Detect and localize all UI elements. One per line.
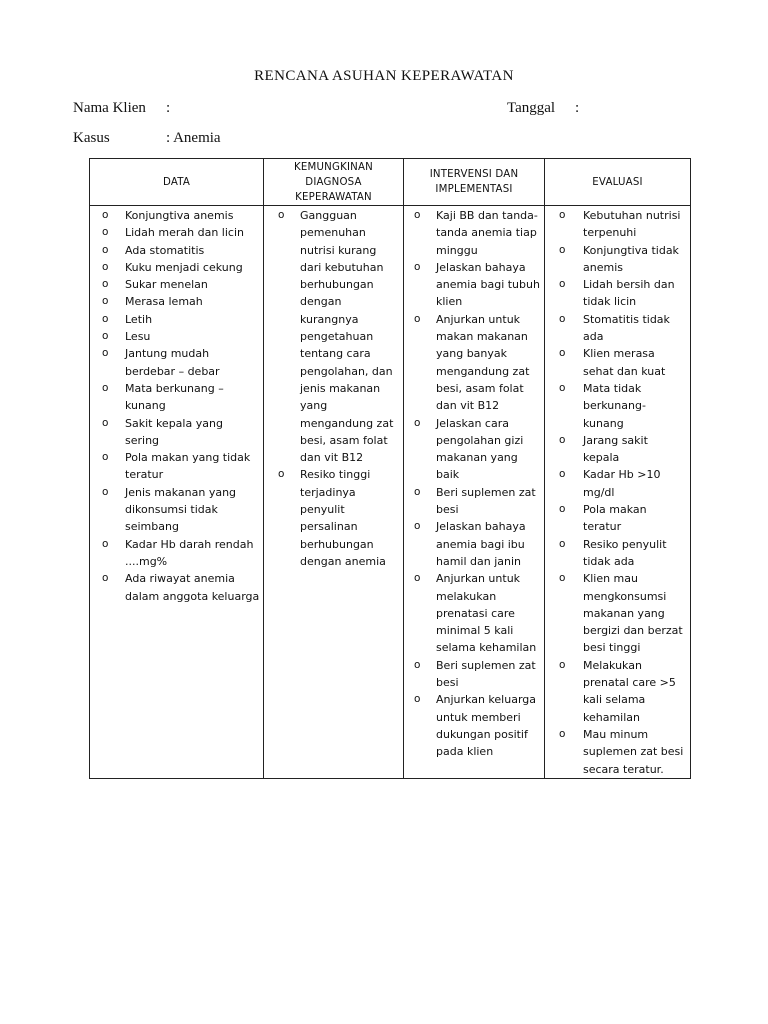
nama-klien-label: Nama Klien: [73, 100, 146, 116]
evaluasi-column: [545, 206, 691, 779]
nama-klien-colon: :: [166, 100, 171, 116]
data-item: o Sukar menelan: [90, 276, 263, 293]
evaluasi-item: o Lidah bersih dan tidak licin: [545, 276, 690, 311]
intervensi-item: o Jelaskan cara pengolahan gizi makanan yang baik: [404, 415, 544, 484]
intervensi-item: o Anjurkan keluarga untuk memberi dukungan positif pada klien: [404, 691, 544, 760]
data-item: o Kuku menjadi cekung: [90, 259, 263, 276]
data-item: o Merasa lemah: [90, 293, 263, 310]
diagnosa-item: o Resiko tinggi terjadinya penyulit persalinan berhubungan dengan anemia: [264, 466, 403, 570]
intervensi-item: o Beri suplemen zat besi: [404, 484, 544, 519]
data-item: o Pola makan yang tidak teratur: [90, 449, 263, 484]
table-header-row: [90, 159, 691, 206]
evaluasi-item: o Resiko penyulit tidak ada: [545, 536, 690, 571]
table-body-row: [90, 206, 691, 779]
tanggal-colon: :: [575, 100, 580, 116]
evaluasi-item: o Mata tidak berkunang- kunang: [545, 380, 690, 432]
nama-klien-field: [73, 100, 171, 117]
header-evaluasi: EVALUASI: [545, 159, 691, 206]
intervensi-item: o Jelaskan bahaya anemia bagi tubuh klien: [404, 259, 544, 311]
data-item: o Ada stomatitis: [90, 242, 263, 259]
diagnosa-list: [264, 207, 403, 570]
data-item: o Lesu: [90, 328, 263, 345]
data-item: o Mata berkunang – kunang: [90, 380, 263, 415]
diagnosa-column: [264, 206, 404, 779]
evaluasi-item: o Jarang sakit kepala: [545, 432, 690, 467]
evaluasi-item: o Pola makan teratur: [545, 501, 690, 536]
evaluasi-item: o Konjungtiva tidak anemis: [545, 242, 690, 277]
evaluasi-list: [545, 207, 690, 778]
intervensi-item: o Kaji BB dan tanda-tanda anemia tiap minggu: [404, 207, 544, 259]
data-item: o Sakit kepala yang sering: [90, 415, 263, 450]
header-intervensi: INTERVENSI DAN IMPLEMENTASI: [404, 159, 545, 206]
evaluasi-item: o Kadar Hb >10 mg/dl: [545, 466, 690, 501]
data-item: o Jantung mudah berdebar – debar: [90, 345, 263, 380]
care-plan-table: [89, 158, 691, 779]
kasus-value: : Anemia: [166, 130, 221, 146]
document-title: RENCANA ASUHAN KEPERAWATAN: [254, 68, 514, 84]
data-item: o Ada riwayat anemia dalam anggota keluarga: [90, 570, 263, 605]
data-list: [90, 207, 263, 605]
data-item: o Letih: [90, 311, 263, 328]
header-diagnosa: KEMUNGKINAN DIAGNOSA KEPERAWATAN: [264, 159, 404, 206]
intervensi-item: o Anjurkan untuk makan makanan yang banyak mengandung zat besi, asam folat dan vit B12: [404, 311, 544, 415]
data-item: o Kadar Hb darah rendah ....mg%: [90, 536, 263, 571]
data-column: [90, 206, 264, 779]
kasus-field: [73, 130, 221, 147]
intervensi-column: [404, 206, 545, 779]
tanggal-label: Tanggal: [507, 100, 556, 116]
evaluasi-item: o Klien merasa sehat dan kuat: [545, 345, 690, 380]
intervensi-item: o Anjurkan untuk melakukan prenatasi care minimal 5 kali selama kehamilan: [404, 570, 544, 656]
intervensi-item: o Beri suplemen zat besi: [404, 657, 544, 692]
kasus-label: Kasus: [73, 130, 110, 146]
evaluasi-item: o Stomatitis tidak ada: [545, 311, 690, 346]
data-item: o Lidah merah dan licin: [90, 224, 263, 241]
evaluasi-item: o Kebutuhan nutrisi terpenuhi: [545, 207, 690, 242]
data-item: o Jenis makanan yang dikonsumsi tidak seimbang: [90, 484, 263, 536]
data-item: o Konjungtiva anemis: [90, 207, 263, 224]
tanggal-field: [507, 100, 580, 117]
intervensi-list: [404, 207, 544, 761]
evaluasi-item: o Mau minum suplemen zat besi secara teratur.: [545, 726, 690, 778]
evaluasi-item: o Melakukan prenatal care >5 kali selama kehamilan: [545, 657, 690, 726]
diagnosa-item: o Gangguan pemenuhan nutrisi kurang dari kebutuhan berhubungan dengan kurangnya pengetahuan tentang cara pengolahan, dan jenis makanan yang mengandung zat besi, asam folat dan vit B12: [264, 207, 403, 466]
evaluasi-item: o Klien mau mengkonsumsi makanan yang bergizi dan berzat besi tinggi: [545, 570, 690, 656]
intervensi-item: o Jelaskan bahaya anemia bagi ibu hamil dan janin: [404, 518, 544, 570]
header-data: DATA: [90, 159, 264, 206]
